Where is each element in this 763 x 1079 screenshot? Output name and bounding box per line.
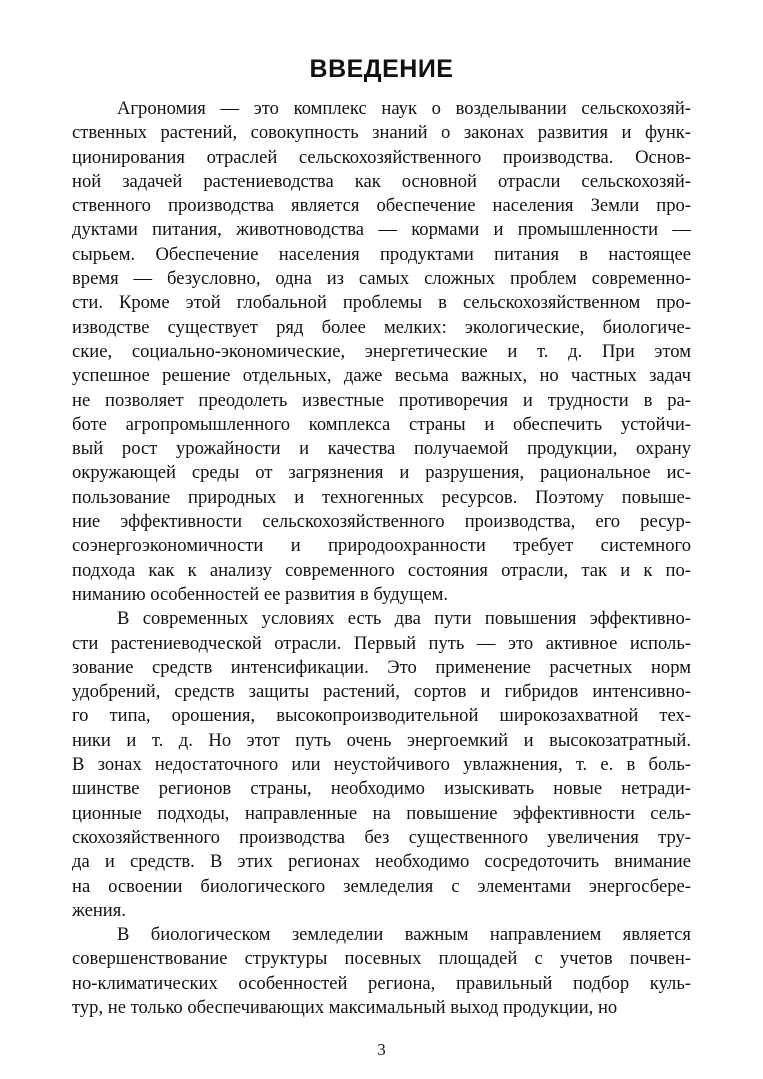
text-line: окружающей среды от загрязнения и разрушения, рациональное ис- [72, 462, 691, 484]
text-line: изводстве существует ряд более мелких: экологические, биологиче- [72, 316, 691, 338]
text-line: подхода как к анализу современного состояния отрасли, так и к по- [72, 559, 691, 581]
text-line: сти. Кроме этой глобальной проблемы в сельскохозяйственном про- [72, 292, 691, 314]
text-line: на освоении биологического земледелия с элементами энергосбере- [72, 875, 691, 897]
text-line: сти растениеводческой отрасли. Первый путь — это активное исполь- [72, 632, 691, 654]
text-line: жения. [72, 899, 126, 921]
text-line: время — безусловно, одна из самых сложных проблем современно- [72, 268, 691, 290]
document-page [72, 0, 691, 1079]
text-line: В современных условиях есть два пути повышения эффективно- [117, 608, 691, 630]
text-line: соэнергоэкономичности и природоохранности требует системного [72, 535, 691, 557]
text-line: го типа, орошения, высокопроизводительной широкозахватной тех- [72, 705, 691, 727]
text-line: успешное решение отдельных, даже весьма важных, но частных задач [72, 365, 691, 387]
body-text [72, 97, 691, 1020]
text-line: ционирования отраслей сельскохозяйственного производства. Основ- [72, 146, 691, 168]
text-line: боте агропромышленного комплекса страны и обеспечить устойчи- [72, 413, 691, 435]
text-line: скохозяйственного производства без существенного увеличения тру- [72, 826, 691, 848]
text-line: вый рост урожайности и качества получаемой продукции, охрану [72, 438, 691, 460]
text-line: ние эффективности сельскохозяйственного производства, его ресур- [72, 511, 691, 533]
text-line: ские, социально-экономические, энергетические и т. д. При этом [72, 340, 691, 362]
text-line: ниманию особенностей ее развития в будущем. [72, 583, 449, 605]
text-line: ники и т. д. Но этот путь очень энергоемкий и высокозатратный. [72, 729, 691, 751]
text-line: Агрономия — это комплекс наук о возделывании сельскохозяй- [117, 98, 691, 119]
text-line: да и средств. В этих регионах необходимо сосредоточить внимание [72, 851, 691, 873]
paragraph-container [72, 97, 691, 1020]
page-number: 3 [377, 1040, 386, 1059]
text-line: дуктами питания, животноводства — кормами и промышленности — [72, 219, 691, 241]
page-title: ВВЕДЕНИЕ [309, 55, 454, 83]
paragraph [72, 923, 691, 1020]
text-line: ной задачей растениеводства как основной отрасли сельскохозяй- [72, 170, 691, 192]
paragraph [72, 607, 691, 923]
text-line: В биологическом земледелии важным направлением является [117, 924, 691, 946]
text-line: удобрений, средств защиты растений, сортов и гибридов интенсивно- [72, 681, 691, 703]
text-line: совершенствование структуры посевных площадей с учетов почвен- [72, 948, 691, 970]
text-line: но-климатических особенностей региона, правильный подбор куль- [72, 972, 691, 994]
text-line: В зонах недостаточного или неустойчивого увлажнения, т. е. в боль- [72, 754, 691, 776]
text-line: ственного производства является обеспечение населения Земли про- [72, 195, 691, 217]
text-line: ционные подходы, направленные на повышение эффективности сель- [72, 802, 691, 824]
text-line: тур, не только обеспечивающих максимальный выход продукции, но [72, 996, 618, 1018]
text-line: ственных растений, совокупность знаний о законах развития и функ- [72, 122, 691, 144]
text-line: пользование природных и техногенных ресурсов. Поэтому повыше- [72, 486, 691, 508]
paragraph [72, 97, 691, 607]
text-line: не позволяет преодолеть известные противоречия и трудности в ра- [72, 389, 691, 411]
text-line: шинстве регионов страны, необходимо изыскивать новые нетради- [72, 778, 691, 800]
text-line: сырьем. Обеспечение населения продуктами питания в настоящее [72, 243, 691, 265]
text-line: зование средств интенсификации. Это применение расчетных норм [72, 656, 691, 678]
